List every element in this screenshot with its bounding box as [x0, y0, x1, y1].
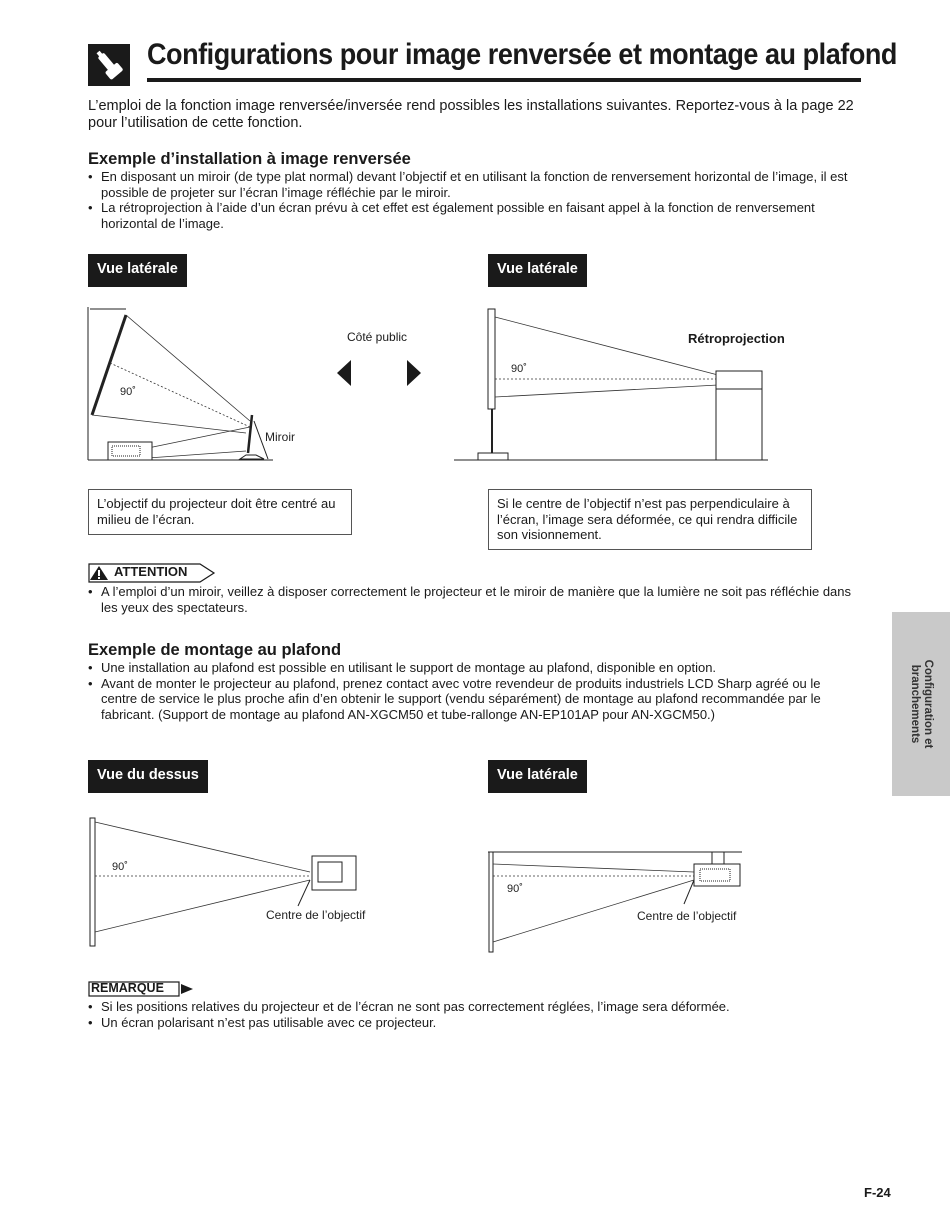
- mirror-reflection-diagram: [88, 303, 318, 463]
- remarque-label: REMARQUE: [91, 981, 164, 995]
- section2-heading: Exemple de montage au plafond: [88, 641, 342, 659]
- attention-bullets: [88, 584, 858, 615]
- page-title: Configurations pour image renversée et montage au plafond: [147, 38, 897, 71]
- angle-label: 90˚: [120, 386, 136, 398]
- left-note-box: L’objectif du projecteur doit être centré au milieu de l’écran.: [88, 489, 352, 535]
- angle-label: 90˚: [112, 861, 128, 873]
- left-arrow-icon: [337, 358, 355, 388]
- list-item: • Un écran polarisant n’est pas utilisable avec ce projecteur.: [88, 1015, 858, 1031]
- tag-side-view-ceiling: Vue latérale: [488, 760, 587, 793]
- ceiling-side-view-diagram: [488, 814, 768, 954]
- page-number: F-24: [864, 1185, 891, 1200]
- section2-bullets: [88, 660, 858, 722]
- intro-paragraph: L’emploi de la fonction image renversée/inversée rend possibles les installations suivantes. Reportez-vous à la page 22 pour l’utilisation de cette fonction.: [88, 98, 854, 131]
- tag-top-view: Vue du dessus: [88, 760, 208, 793]
- list-item: • Avant de monter le projecteur au plafond, prenez contact avec votre revendeur de produits industriels LCD Sharp agréé ou le centre de service le plus proche afin d’en obtenir le support (vendu séparément) de montage au plafond recommandée par le fabricant. (Support de montage au plafond AN-XGCM50 et tube-rallonge AN-EP101AP pour AN-XGCM50.): [88, 676, 858, 723]
- public-side-label: Côté public: [347, 330, 408, 344]
- tag-side-view-left: Vue latérale: [88, 254, 187, 287]
- section1-heading: Exemple d’installation à image renversée: [88, 150, 411, 168]
- ceiling-top-view-diagram: [88, 814, 388, 954]
- tag-side-view-right: Vue latérale: [488, 254, 587, 287]
- side-tab-label: Configuration et branchements: [909, 659, 934, 749]
- list-item: • Si les positions relatives du projecteur et de l’écran ne sont pas correctement réglées, l’image sera déformée.: [88, 999, 858, 1015]
- mirror-label: Miroir: [265, 430, 295, 444]
- angle-label: 90˚: [507, 883, 523, 895]
- title-rule: [147, 78, 861, 82]
- rear-projection-diagram: [454, 305, 785, 465]
- right-note-box: Si le centre de l’objectif n’est pas perpendiculaire à l’écran, l’image sera déformée, ce qui rendra difficile son visionnement.: [488, 489, 812, 550]
- angle-label: 90˚: [511, 363, 527, 375]
- lens-center-label: Centre de l’objectif: [266, 908, 366, 922]
- list-item: • La rétroprojection à l’aide d’un écran prévu à cet effet est également possible en faisant appel à la fonction de renversement horizontal de l’image.: [88, 200, 858, 231]
- remarque-bullets: [88, 999, 858, 1030]
- attention-label: ATTENTION: [114, 564, 188, 579]
- section1-bullets: [88, 169, 858, 231]
- section-side-tab: [892, 612, 950, 796]
- list-item: • A l’emploi d’un miroir, veillez à disposer correctement le projecteur et le miroir de manière que la lumière ne soit pas réfléchie dans les yeux des spectateurs.: [88, 584, 858, 615]
- list-item: • Une installation au plafond est possible en utilisant le support de montage au plafond, disponible en option.: [88, 660, 858, 676]
- rear-projection-title: Rétroprojection: [688, 331, 785, 346]
- hand-pointer-icon: [88, 44, 130, 86]
- list-item: • En disposant un miroir (de type plat normal) devant l’objectif et en utilisant la fonction de renversement horizontal de l’image, il est possible de projeter sur l’écran l’image réfléchie par le miroir.: [88, 169, 858, 200]
- right-arrow-icon: [405, 358, 423, 388]
- lens-center-label: Centre de l’objectif: [637, 909, 737, 923]
